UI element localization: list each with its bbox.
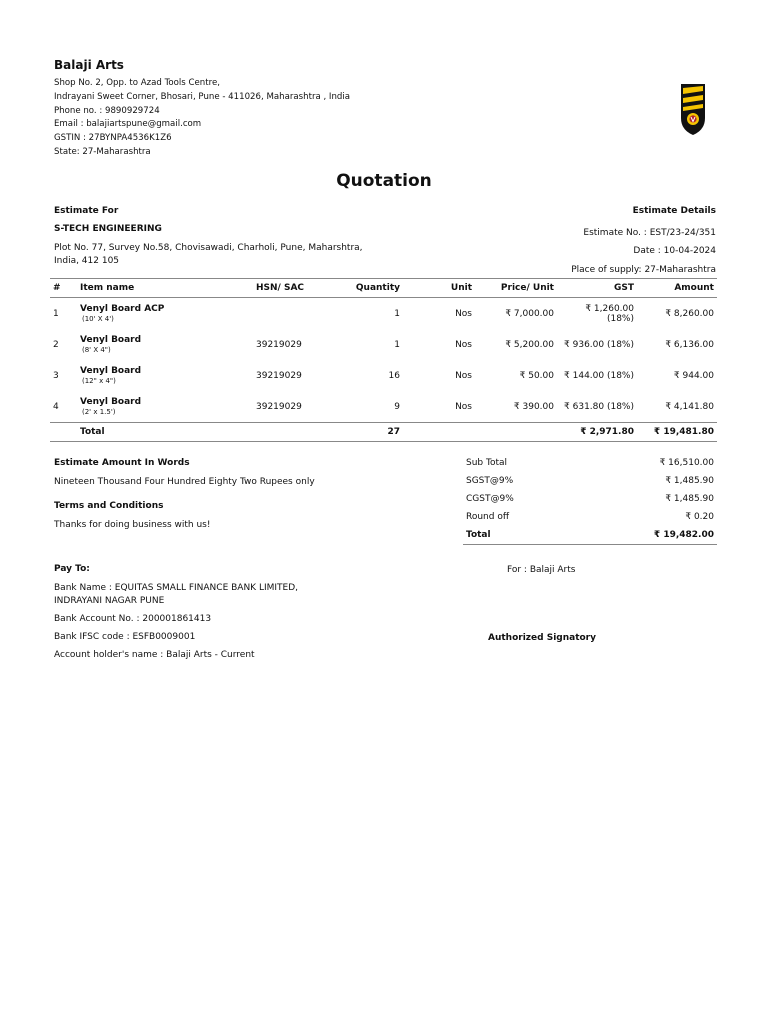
row-amount: ₹ 6,136.00 — [665, 339, 714, 350]
total-amount: ₹ 19,481.80 — [637, 423, 717, 442]
items-table — [50, 278, 717, 442]
terms-label: Terms and Conditions — [54, 501, 164, 511]
summary-label: Round off — [466, 512, 510, 522]
row-item — [77, 391, 253, 423]
row-num: 3 — [53, 370, 59, 381]
total-label: Total — [77, 423, 253, 442]
summary-value: ₹ 1,485.90 — [665, 494, 714, 504]
row-hsn — [253, 298, 325, 330]
company-name: Balaji Arts — [54, 58, 124, 72]
client-name: S-TECH ENGINEERING — [54, 224, 162, 234]
col-header-hsn: HSN/ SAC — [253, 279, 325, 298]
row-gst: ₹ 144.00 (18%) — [564, 370, 634, 381]
summary-row — [463, 472, 717, 490]
summary-label: CGST@9% — [466, 494, 514, 504]
company-state: State: 27-Maharashtra — [54, 146, 151, 157]
total-spacer — [253, 423, 325, 442]
amount-in-words-label: Estimate Amount In Words — [54, 458, 190, 468]
row-gst: ₹ 936.00 (18%) — [564, 339, 634, 350]
row-item — [77, 329, 253, 360]
company-details — [54, 77, 350, 160]
table-header-row — [50, 279, 717, 298]
summary-value: ₹ 16,510.00 — [659, 458, 714, 468]
bank-ifsc: Bank IFSC code : ESFB0009001 — [54, 632, 196, 642]
table-row — [50, 298, 717, 330]
row-price: ₹ 390.00 — [513, 401, 554, 412]
item-size: (2' x 1.5') — [82, 408, 116, 416]
item-size: (10' X 4') — [82, 315, 114, 323]
row-unit: Nos — [455, 339, 472, 350]
summary-total-row — [463, 526, 717, 545]
row-num: 2 — [53, 339, 59, 350]
company-address-line1: Shop No. 2, Opp. to Azad Tools Centre, — [54, 78, 220, 88]
summary-total-label: Total — [463, 526, 577, 545]
summary-value: ₹ 1,485.90 — [665, 476, 714, 486]
summary-table — [463, 454, 717, 545]
row-hsn: 39219029 — [256, 370, 302, 381]
row-price: ₹ 50.00 — [519, 370, 554, 381]
summary-label: Sub Total — [466, 458, 508, 468]
company-address-line2: Indrayani Sweet Corner, Bhosari, Pune - 411026, Maharashtra , India — [54, 91, 351, 102]
amount-in-words: Nineteen Thousand Four Hundred Eighty Two Rupees only — [54, 477, 315, 487]
row-qty: 16 — [388, 370, 400, 381]
col-header-price: Price/ Unit — [475, 279, 557, 298]
row-unit: Nos — [455, 370, 472, 381]
item-name: Venyl Board — [80, 397, 142, 407]
col-header-item: Item name — [77, 279, 253, 298]
pay-to-label: Pay To: — [54, 564, 90, 574]
row-num: 4 — [53, 401, 59, 412]
bank-details — [54, 582, 354, 662]
row-amount: ₹ 944.00 — [673, 370, 714, 381]
document-title: Quotation — [336, 171, 432, 191]
summary-row — [463, 454, 717, 472]
summary-row — [463, 490, 717, 508]
row-qty: 1 — [394, 339, 400, 350]
item-size: (12" x 4") — [82, 377, 116, 385]
item-name: Venyl Board ACP — [80, 304, 165, 314]
row-gst: ₹ 631.80 (18%) — [564, 401, 634, 412]
row-amount: ₹ 8,260.00 — [665, 308, 714, 319]
total-qty: 27 — [325, 423, 403, 442]
account-holder: Account holder's name : Balaji Arts - Current — [54, 650, 255, 660]
estimate-date: Date : 10-04-2024 — [633, 246, 716, 257]
company-phone: Phone no. : 9890929724 — [54, 105, 160, 116]
row-hsn: 39219029 — [256, 339, 302, 350]
row-item — [77, 360, 253, 391]
col-header-qty: Quantity — [325, 279, 403, 298]
total-spacer — [475, 423, 557, 442]
table-row — [50, 329, 717, 360]
terms-text: Thanks for doing business with us! — [54, 520, 211, 530]
client-address: Plot No. 77, Survey No.58, Chovisawadi, Charholi, Pune, Maharshtra, India, 412 105 — [54, 243, 363, 266]
col-header-num: # — [50, 279, 77, 298]
summary-row — [463, 508, 717, 526]
company-gstin: GSTIN : 27BYNPA4536K1Z6 — [54, 133, 172, 144]
item-name: Venyl Board — [80, 335, 142, 345]
summary-total-value: ₹ 19,482.00 — [577, 526, 717, 545]
col-header-amount: Amount — [637, 279, 717, 298]
table-row — [50, 360, 717, 391]
row-price: ₹ 5,200.00 — [505, 339, 554, 350]
for-company-label: For : Balaji Arts — [507, 565, 576, 575]
summary-value: ₹ 0.20 — [685, 512, 714, 522]
bank-account: Bank Account No. : 200001861413 — [54, 614, 212, 624]
row-hsn: 39219029 — [256, 401, 302, 412]
estimate-details — [571, 224, 716, 279]
table-row — [50, 391, 717, 423]
total-gst: ₹ 2,971.80 — [557, 423, 637, 442]
col-header-unit: Unit — [403, 279, 475, 298]
row-qty: 1 — [394, 308, 400, 319]
authorized-signatory: Authorized Signatory — [488, 633, 596, 643]
row-qty: 9 — [394, 401, 400, 412]
estimate-details-label: Estimate Details — [632, 206, 716, 216]
item-name: Venyl Board — [80, 366, 142, 376]
row-price: ₹ 7,000.00 — [505, 308, 554, 319]
company-logo — [680, 82, 706, 136]
table-total-row — [50, 423, 717, 442]
row-unit: Nos — [455, 401, 472, 412]
row-amount: ₹ 4,141.80 — [665, 401, 714, 412]
estimate-number: Estimate No. : EST/23-24/351 — [583, 228, 716, 238]
row-unit: Nos — [455, 308, 472, 319]
total-spacer — [50, 423, 77, 442]
col-header-gst: GST — [557, 279, 637, 298]
row-num: 1 — [53, 308, 59, 319]
company-email: Email : balajiartspune@gmail.com — [54, 119, 202, 130]
place-of-supply: Place of supply: 27-Maharashtra — [571, 264, 716, 275]
item-size: (8' X 4") — [82, 346, 111, 354]
bank-name: Bank Name : EQUITAS SMALL FINANCE BANK LIMITED, INDRAYANI NAGAR PUNE — [54, 583, 299, 606]
summary-label: SGST@9% — [466, 476, 514, 486]
total-spacer — [403, 423, 475, 442]
estimate-for-label: Estimate For — [54, 206, 119, 216]
row-item — [77, 298, 253, 330]
row-gst: ₹ 1,260.00 (18%) — [585, 303, 634, 324]
